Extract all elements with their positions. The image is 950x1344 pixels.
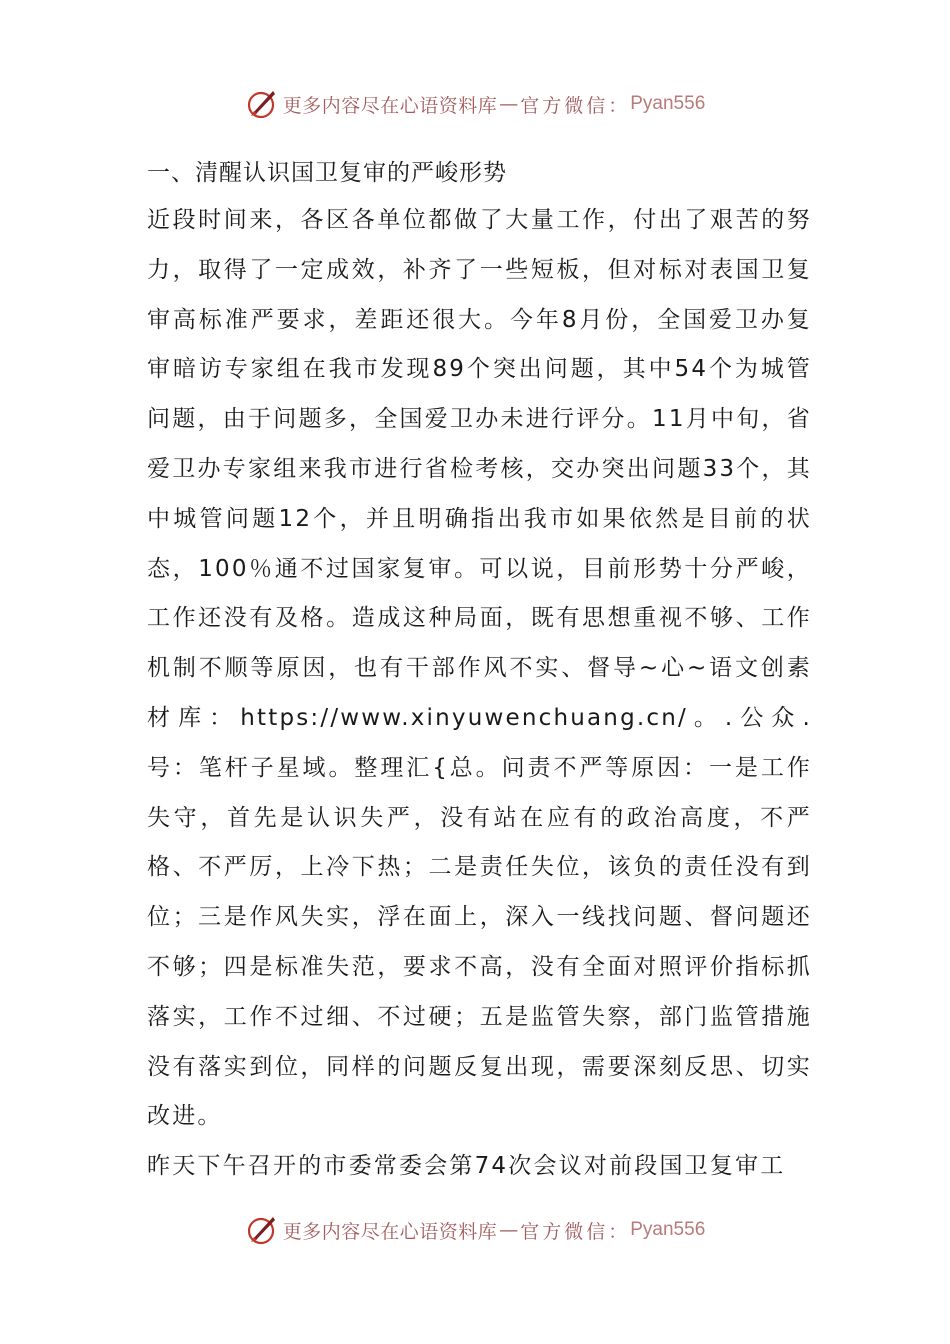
banner-separator: —	[499, 93, 519, 115]
banner-separator: —	[499, 1219, 519, 1241]
banner-wechat-id: Pyan556	[630, 93, 706, 114]
footer-banner	[0, 1210, 950, 1250]
paragraph-1: 近段时间来，各区各单位都做了大量工作，付出了艰苦的努力，取得了一定成效，补齐了一些短板，但对标对表国卫复审高标准严要求，差距还很大。今年8月份，全国爱卫办复审暗访专家组在我市发现89个突出问题，其中54个为城管问题，由于问题多，全国爱卫办未进行评分。11月中旬，省爱卫办专家组来我市进行省检考核，交办突出问题33个，其中城管问题12个，并且明确指出我市如果依然是目前的状态，100％通不过国家复审。可以说，目前形势十分严峻，工作还没有及格。造成这种局面，既有思想重视不够、工作机制不顺等原因，也有干部作风不实、督导~心~语文创素材库：https://www.xinyuwenchuang.cn/。.公众.号：笔杆子星域。整理汇{总。问责不严等原因：一是工作失守，首先是认识失严，没有站在应有的政治高度，不严格、不严厉，上冷下热；二是责任失位，该负的责任没有到位；三是作风失实，浮在面上，深入一线找问题、督问题还不够；四是标准失范，要求不高，没有全面对照评价指标抓落实，工作不过细、不过硬；五是监管失察，部门监管措施没有落实到位，同样的问题反复出现，需要深刻反思、切实改进。	[147, 207, 812, 1130]
banner-text: 更多内容尽在心语资料库	[282, 94, 498, 117]
banner-wechat-label: 官方微信：	[520, 1220, 631, 1243]
section-heading: 一、清醒认识国卫复审的严峻形势	[147, 160, 507, 186]
quill-logo-icon	[245, 87, 279, 121]
banner-wechat-label: 官方微信：	[520, 94, 631, 117]
document-body	[147, 150, 812, 1192]
paragraph-2: 昨天下午召开的市委常委会第74次会议对前段国卫复审工	[147, 1153, 786, 1180]
quill-logo-icon	[245, 1213, 279, 1247]
banner-text: 更多内容尽在心语资料库	[282, 1220, 498, 1243]
header-banner	[0, 84, 950, 124]
banner-wechat-id: Pyan556	[630, 1219, 706, 1240]
